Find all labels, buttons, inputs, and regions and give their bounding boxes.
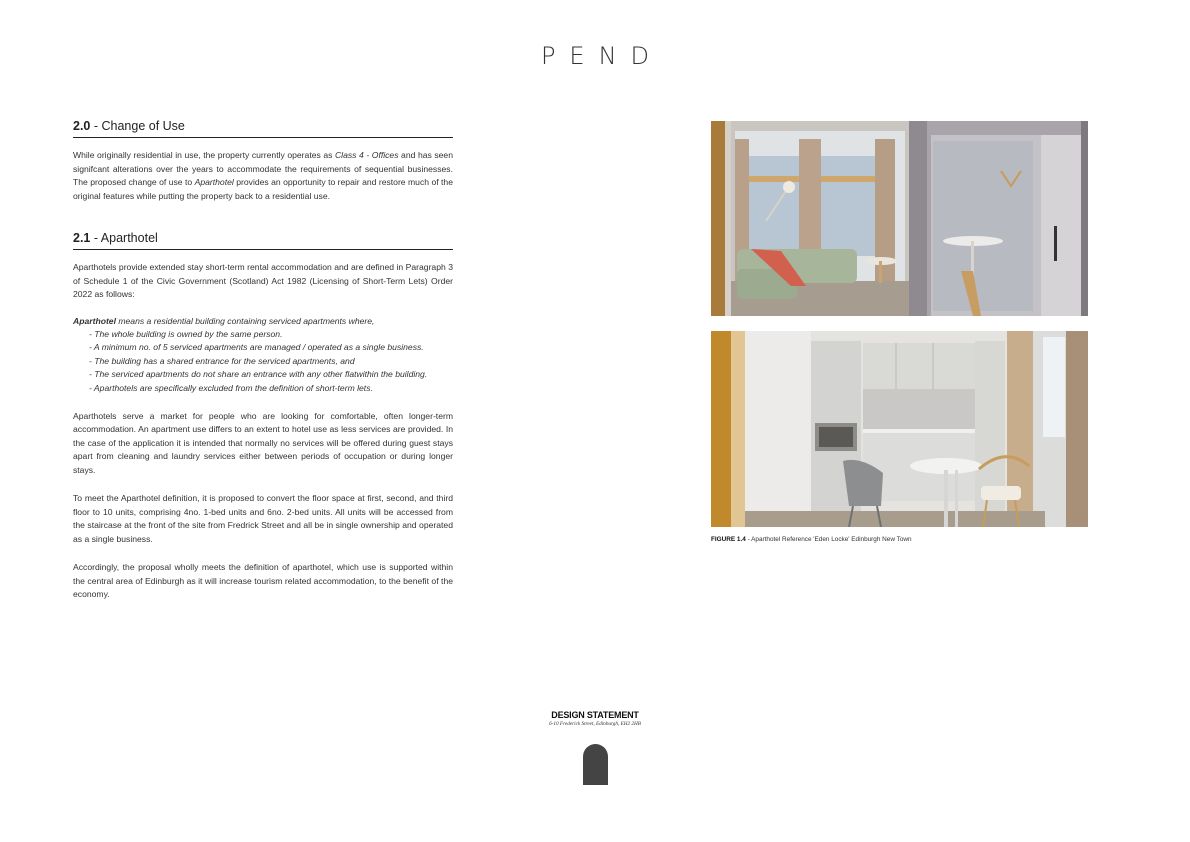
footer-title: DESIGN STATEMENT — [551, 710, 639, 720]
definition-item: - A minimum no. of 5 serviced apartments are managed / operated as a single business. — [89, 342, 424, 353]
definition-item: - The building has a shared entrance for the serviced apartments, and — [89, 355, 355, 366]
photo-kitchen — [711, 331, 1088, 527]
definition-term: Aparthotel — [73, 315, 116, 326]
market-paragraph: Aparthotels serve a market for people who are looking for comfortable, often longer-term accommodation. An apartment use differs to an extent to hotel use as less services are provided. In the case of the application it is intended that normally no services will be offered during guest stays apart from cleaning and laundry services either between periods of occupation or during longer stays. — [73, 410, 453, 475]
figure-caption — [711, 536, 912, 543]
footer-address: 6-10 Frederick Street, Edinburgh, EH2 2HB — [549, 721, 641, 727]
aparthotel-intro-paragraph: Aparthotels provide extended stay short-term rental accommodation and are defined in Paragraph 3 of Schedule 1 of the Civic Government (Scotland) Act 1982 (Licensing of Short-Term Lets) Order 2022 as follows: — [73, 262, 453, 299]
section-change-of-use — [73, 119, 453, 203]
figure-label: FIGURE 1.4 — [711, 536, 746, 543]
definition-item: - The whole building is owned by the same person. — [89, 328, 283, 339]
definition-text: means a residential building containing serviced apartments where, — [115, 315, 375, 326]
class-4-offices-emphasis: Class 4 - Offices — [334, 150, 399, 160]
section-heading-2-1 — [73, 231, 453, 250]
section-aparthotel — [73, 231, 453, 602]
aparthotel-emphasis: Aparthotel — [194, 177, 234, 187]
definition-block — [73, 315, 453, 395]
definition-item: - Aparthotels are specifically excluded from the definition of short-term lets. — [89, 382, 373, 393]
change-of-use-paragraph — [73, 149, 453, 203]
conclusion-paragraph: Accordingly, the proposal wholly meets the definition of aparthotel, which use is supported within the central area of Edinburgh as it will increase tourism related accommodation, to the benefit of the economy. — [73, 562, 453, 600]
definition-line — [73, 315, 453, 328]
section-number: 2.0 — [73, 119, 91, 133]
figure-caption-text: - Aparthotel Reference 'Eden Locke' Edinburgh New Town — [745, 536, 912, 543]
text-run: provides an opportunity to repair and restore much of the original features while putting the property back to a residential use. — [73, 177, 453, 201]
text-run: While originally residential in use, the property currently operates as — [73, 150, 335, 160]
section-number: 2.1 — [73, 231, 91, 245]
section-heading-2-0 — [73, 119, 453, 138]
text-run: and has seen signifcant alterations over the years to accommodate the requirements of sequential businesses. The proposed change of use to — [73, 150, 453, 187]
section-title: - Change of Use — [90, 119, 185, 133]
photo-living-room — [711, 121, 1088, 316]
kitchen-image — [711, 331, 1088, 527]
conversion-paragraph: To meet the Aparthotel definition, it is proposed to convert the floor space at first, second, and third floor to 10 units, comprising 4no. 1-bed units and 6no. 2-bed units. All units will be accessed from the staircase at the front of the site from Fredrick Street and all be in single ownership and operated as a single business. — [73, 493, 453, 544]
section-title: - Aparthotel — [90, 231, 158, 245]
living-room-image — [711, 121, 1088, 316]
pend-logo: PEND — [540, 42, 664, 70]
arch-logo-icon — [583, 744, 608, 785]
definition-item: - The serviced apartments do not share an entrance with any other flatwithin the building. — [89, 369, 428, 380]
